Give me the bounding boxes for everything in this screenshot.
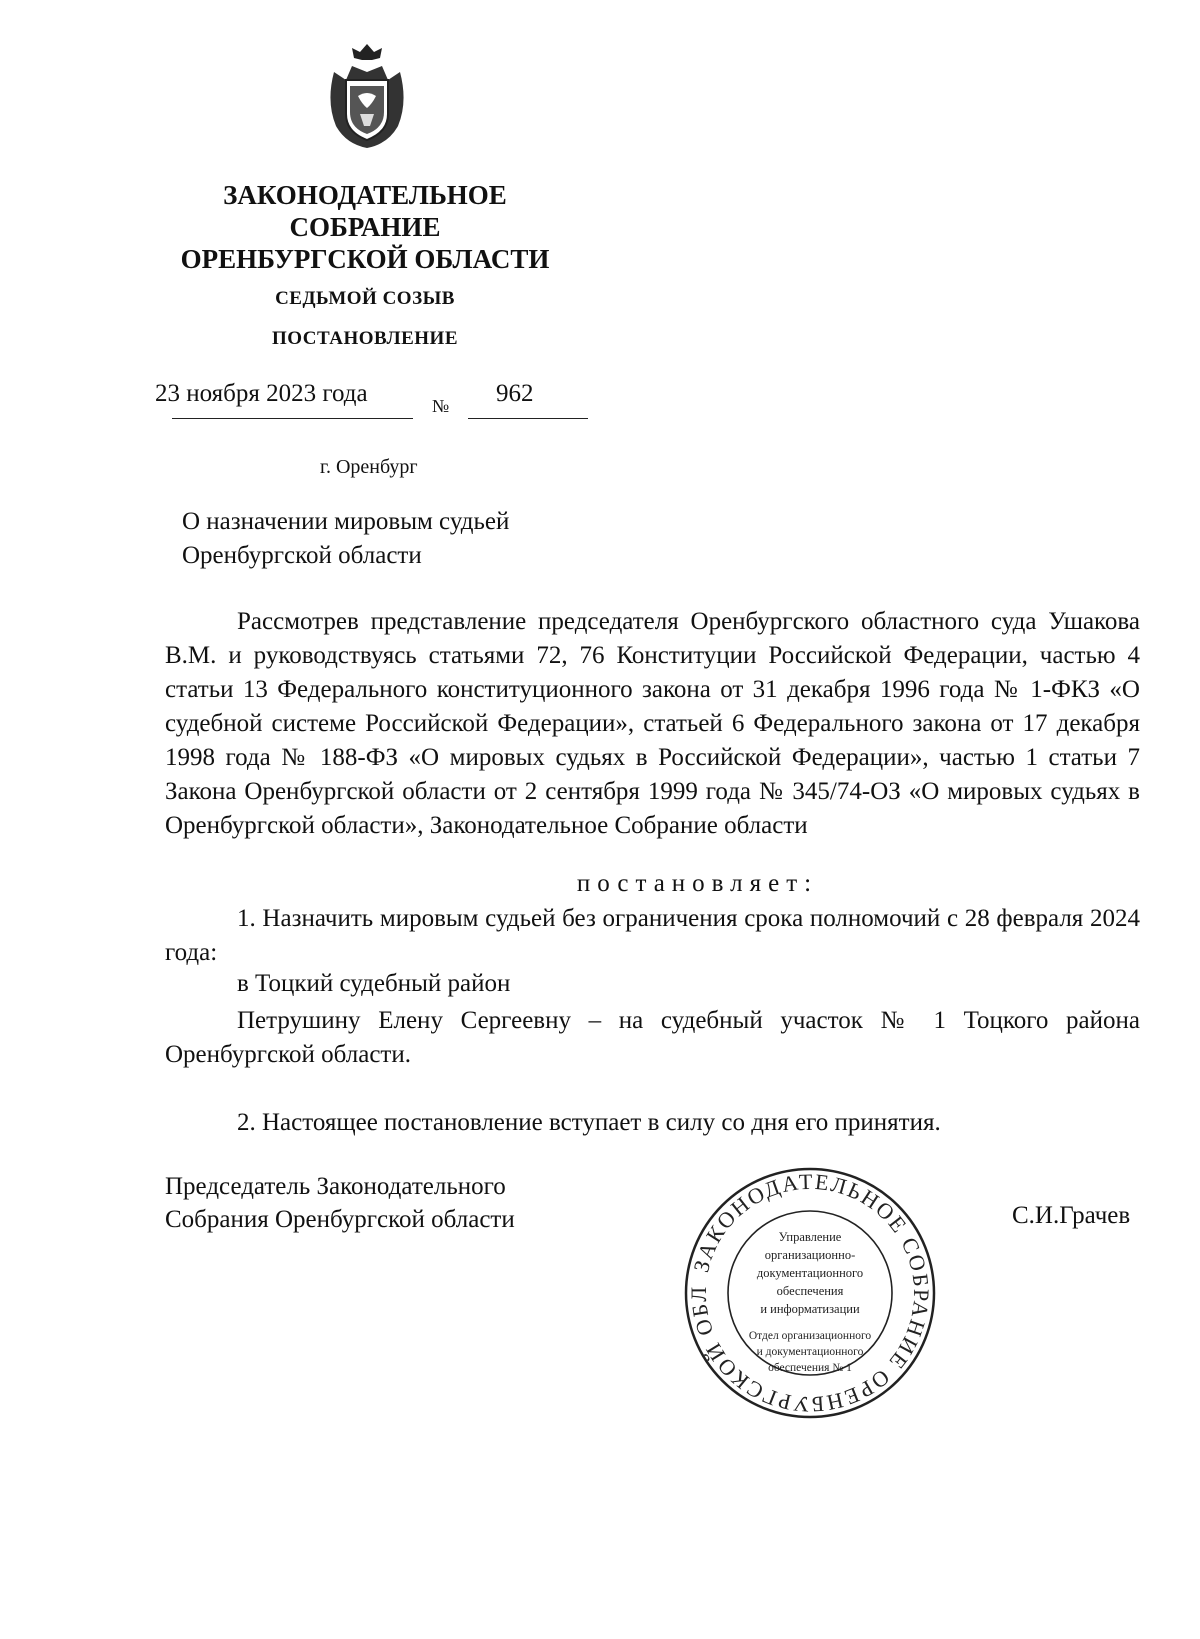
- org-name-line-2: СОБРАНИЕ: [289, 212, 441, 242]
- number-underline: [468, 418, 588, 419]
- preamble-block: [165, 605, 1140, 843]
- svg-text:ЗАКОНОДАТЕЛЬНОЕ СОБРАНИЕ ОРЕНБ: ЗАКОНОДАТЕЛЬНОЕ СОБРАНИЕ ОРЕНБУРГСКОЙ ОБЛ: [685, 1168, 935, 1418]
- person-block: [165, 1004, 1140, 1072]
- svg-text:и информатизации: и информатизации: [760, 1302, 860, 1316]
- svg-text:Отдел организационного: Отдел организационного: [748, 1330, 872, 1342]
- svg-text:организационно-: организационно-: [764, 1248, 856, 1262]
- svg-text:документационного: документационного: [756, 1266, 864, 1280]
- signatory-role-line-2: Собрания Оренбургской области: [165, 1206, 515, 1233]
- number-label: №: [432, 396, 450, 416]
- document-subject: [182, 505, 509, 573]
- preamble-paragraph: Рассмотрев представление председателя Оренбургского областного суда Ушакова В.М. и руководствуясь статьями 72, 76 Конституции Российской Федерации, частью 4 статьи 13 Федерального конституционного закона от 31 декабря 1996 года № 1-ФКЗ «О судебной системе Российской Федерации», статьей 6 Федерального закона от 17 декабря 1998 года № 188-ФЗ «О мировых судьях в Российской Федерации», частью 1 статьи 7 Закона Оренбургской области от 2 сентября 1999 года № 345/74-ОЗ «О мировых судьях в Оренбургской области», Законодательное Собрание области: [165, 608, 1140, 839]
- resolves-word: постановляет:: [576, 870, 819, 897]
- coat-of-arms-emblem: [322, 42, 412, 152]
- signatory-name: С.И.Грачев: [1012, 1202, 1131, 1229]
- person-paragraph: Петрушину Елену Сергеевну – на судебный участок № 1 Тоцкого района Оренбургской области.: [165, 1007, 1140, 1068]
- signatory-role-line-1: Председатель Законодательного: [165, 1173, 506, 1200]
- document-number: 962: [496, 380, 534, 407]
- date-underline: [172, 418, 413, 419]
- district-line: в Тоцкий судебный район: [237, 970, 511, 997]
- item-1-paragraph: 1. Назначить мировым судьей без ограничения срока полномочий с 28 февраля 2024 года:: [165, 905, 1140, 966]
- subject-line-2: Оренбургской области: [182, 542, 422, 569]
- document-type: ПОСТАНОВЛЕНИЕ: [271, 328, 459, 349]
- official-stamp: [680, 1163, 940, 1423]
- item-2-block: [165, 1106, 1140, 1140]
- item-2-paragraph: 2. Настоящее постановление вступает в силу со дня его принятия.: [237, 1109, 941, 1136]
- svg-text:обеспечения № 1: обеспечения № 1: [768, 1362, 852, 1374]
- org-name-line-3: ОРЕНБУРГСКОЙ ОБЛАСТИ: [180, 244, 550, 274]
- item-1-block: [165, 902, 1140, 970]
- org-name-line-1: ЗАКОНОДАТЕЛЬНОЕ: [223, 180, 507, 210]
- svg-text:обеспечения: обеспечения: [776, 1284, 844, 1298]
- subject-line-1: О назначении мировым судьей: [182, 508, 510, 535]
- svg-text:и документационного: и документационного: [756, 1346, 864, 1358]
- convocation: СЕДЬМОЙ СОЗЫВ: [275, 288, 455, 309]
- document-date: 23 ноября 2023 года: [155, 380, 368, 407]
- svg-text:Управление: Управление: [778, 1230, 842, 1244]
- signatory-role: [165, 1170, 515, 1236]
- city: г. Оренбург: [320, 456, 418, 478]
